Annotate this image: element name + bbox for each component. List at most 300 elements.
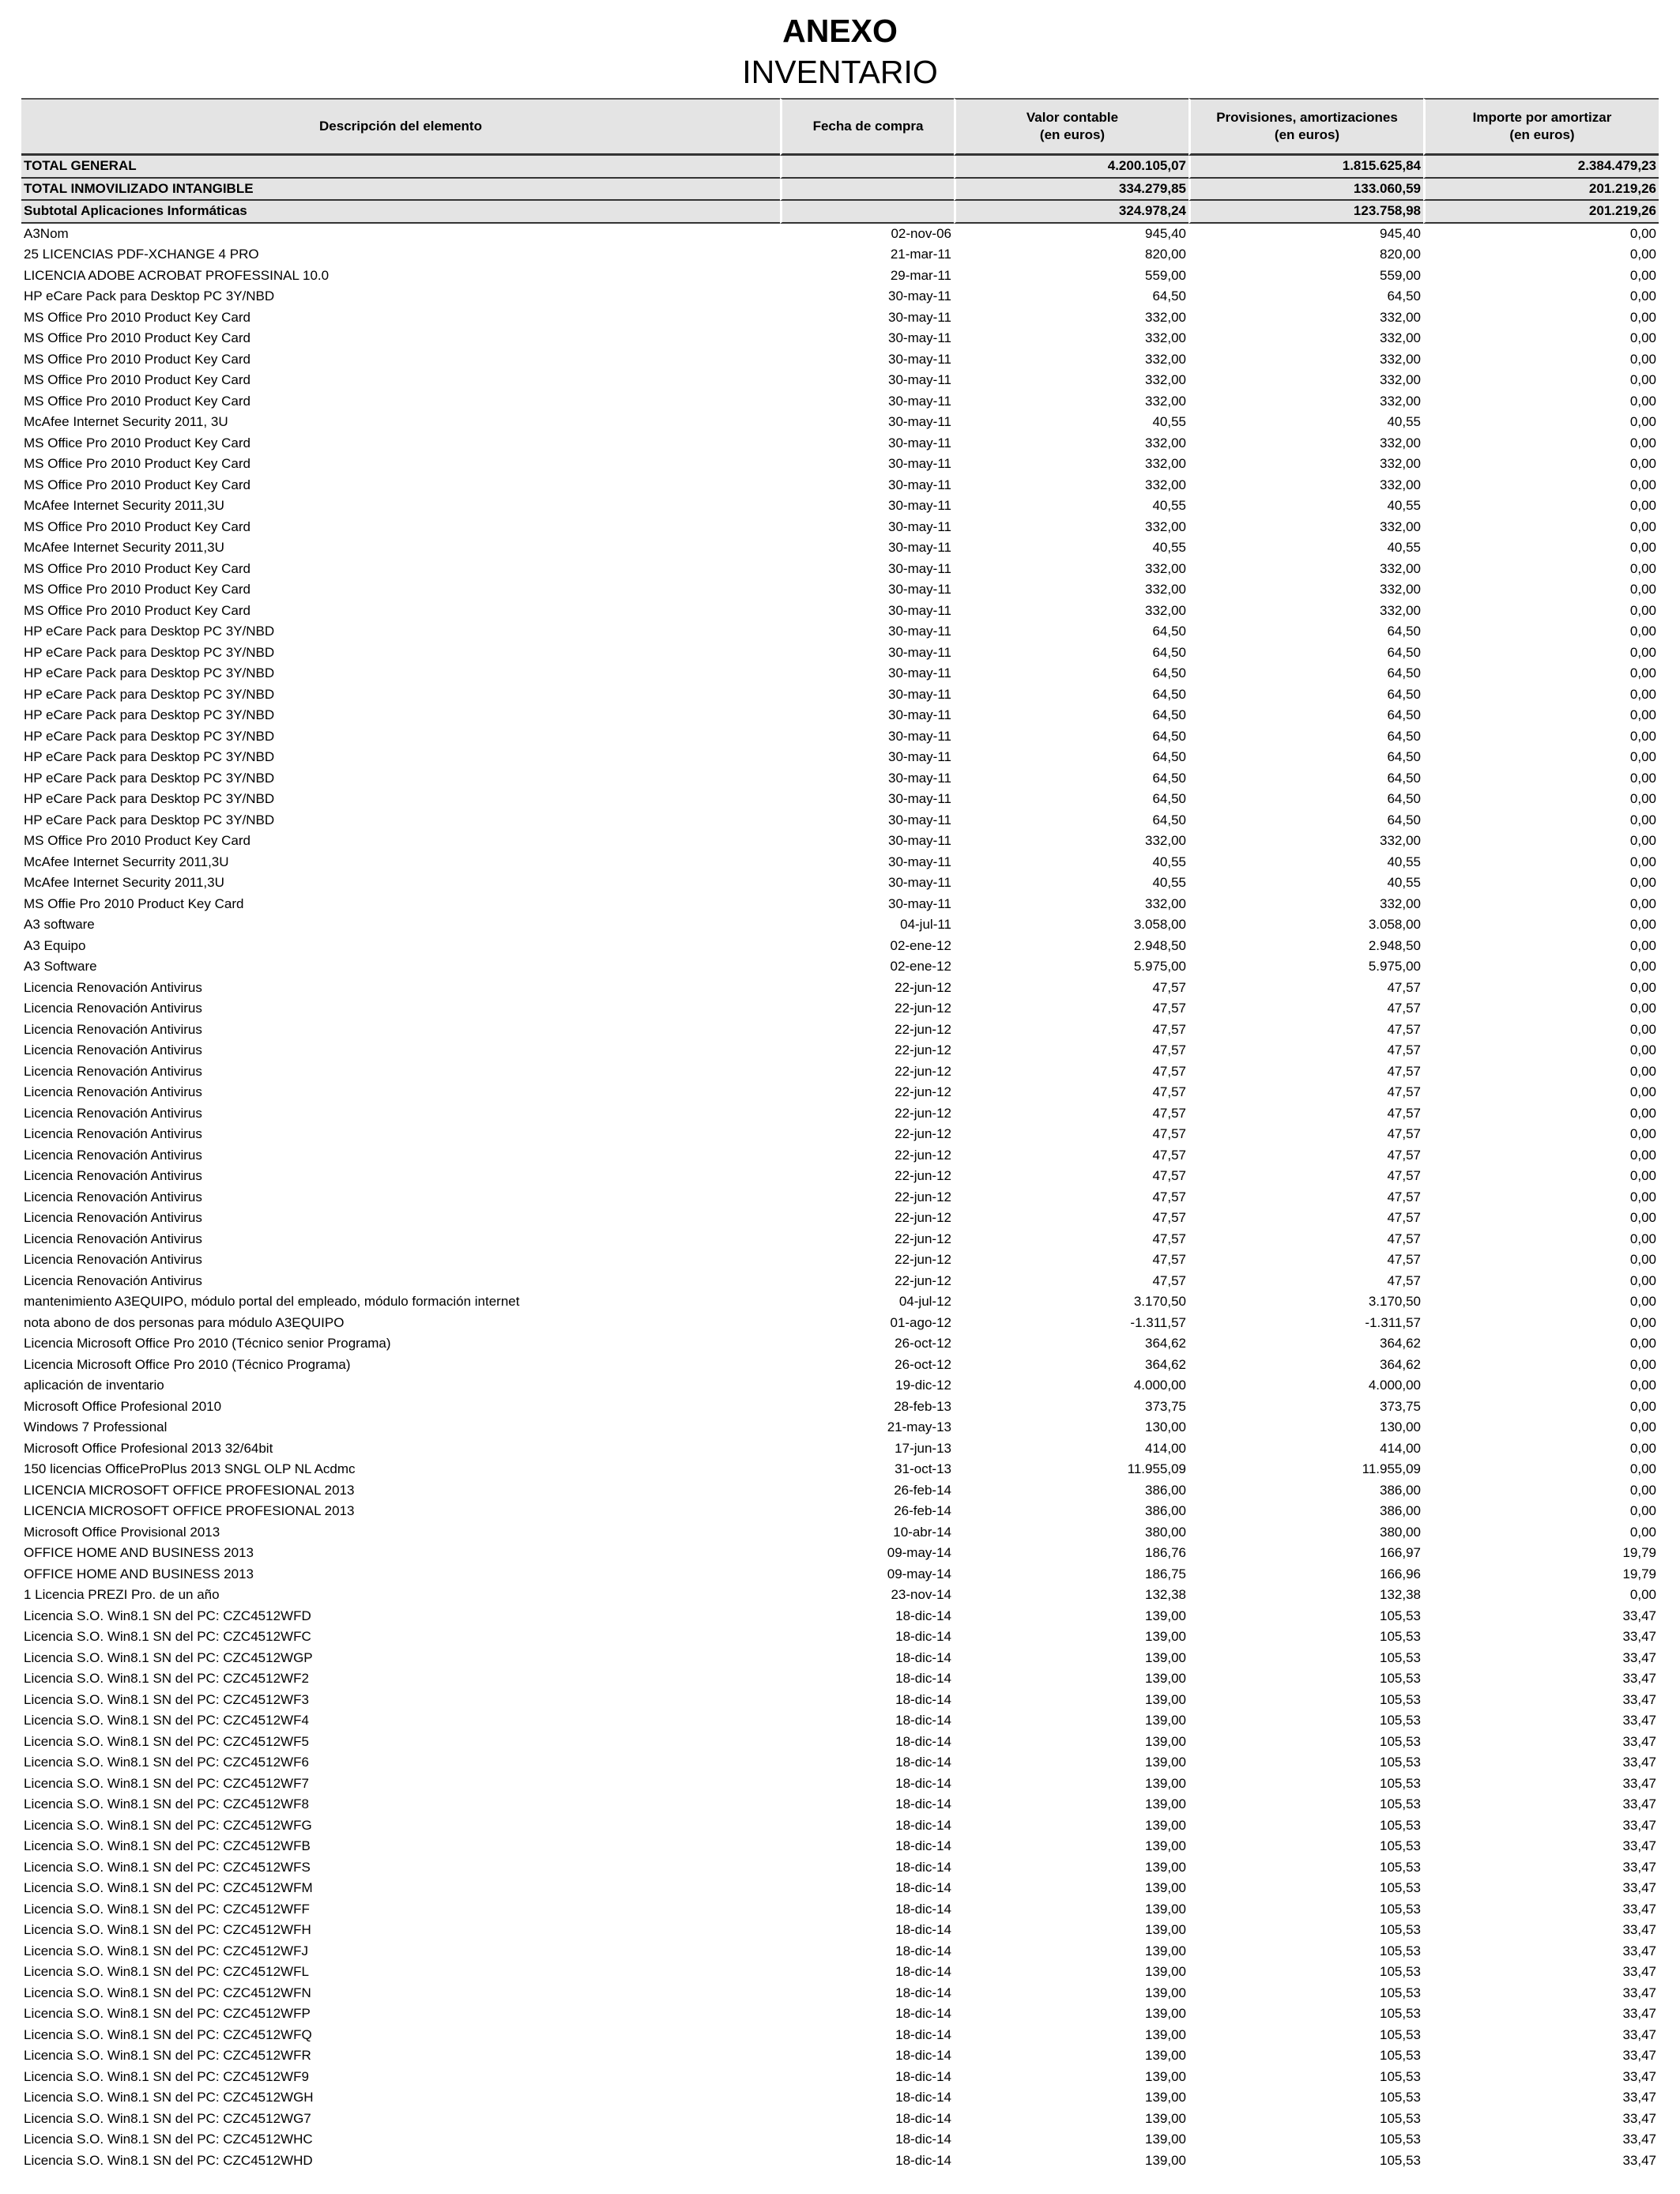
cell-purchase-date: 30-may-11 — [888, 602, 951, 618]
table-row — [21, 266, 1659, 287]
cell-provisions: 386,00 — [1380, 1482, 1421, 1498]
cell-provisions: 2.948,50 — [1368, 937, 1421, 953]
table-row — [21, 621, 1659, 643]
cell-pending-amount: 201.219,26 — [1423, 179, 1659, 202]
table-row — [21, 663, 1659, 684]
cell-purchase-date: 30-may-11 — [888, 477, 951, 492]
cell-book-value: 40,55 — [1152, 540, 1186, 555]
cell-pending-amount: 0,00 — [1629, 665, 1656, 680]
cell-description: Licencia S.O. Win8.1 SN del PC: CZC4512WFG — [24, 1817, 312, 1833]
cell-pending-amount: 0,00 — [1629, 560, 1656, 576]
table-row — [21, 1941, 1659, 1962]
cell-book-value: 64,50 — [1152, 624, 1186, 639]
cell-pending-amount: 0,00 — [1629, 1482, 1656, 1498]
cell-purchase-date: 18-dic-14 — [895, 2026, 951, 2042]
cell-description: OFFICE HOME AND BUSINESS 2013 — [24, 1566, 254, 1581]
cell-description: Licencia S.O. Win8.1 SN del PC: CZC4512WF6 — [24, 1755, 309, 1770]
header-label: Valor contable — [1026, 110, 1119, 125]
cell-pending-amount: 2.384.479,23 — [1423, 156, 1659, 179]
cell-pending-amount: 201.219,26 — [1423, 201, 1659, 224]
cell-purchase-date: 22-jun-12 — [895, 1001, 951, 1016]
cell-purchase-date: 22-jun-12 — [895, 1231, 951, 1246]
cell-description: Licencia Renovación Antivirus — [24, 1001, 202, 1016]
cell-pending-amount: 0,00 — [1629, 1398, 1656, 1414]
cell-description: MS Office Pro 2010 Product Key Card — [24, 351, 250, 367]
cell-book-value: 139,00 — [1145, 1629, 1186, 1644]
table-row — [21, 1983, 1659, 2004]
cell-pending-amount: 33,47 — [1622, 2026, 1656, 2042]
cell-purchase-date: 19-dic-12 — [895, 1378, 951, 1393]
cell-purchase-date: 18-dic-14 — [895, 1901, 951, 1917]
cell-pending-amount: 0,00 — [1629, 1021, 1656, 1037]
cell-pending-amount: 33,47 — [1622, 1691, 1656, 1707]
cell-provisions: 47,57 — [1387, 1063, 1421, 1079]
cell-book-value: 332,00 — [1145, 477, 1186, 492]
header-book-value — [954, 98, 1188, 156]
cell-pending-amount: 0,00 — [1629, 351, 1656, 367]
cell-book-value: 47,57 — [1152, 1021, 1186, 1037]
cell-provisions: 332,00 — [1380, 602, 1421, 618]
cell-purchase-date: 30-may-11 — [888, 582, 951, 597]
cell-purchase-date: 18-dic-14 — [895, 2152, 951, 2168]
cell-provisions: 1.815.625,84 — [1188, 156, 1423, 179]
cell-provisions: 40,55 — [1387, 540, 1421, 555]
cell-pending-amount: 0,00 — [1629, 1461, 1656, 1476]
cell-book-value: 364,62 — [1145, 1356, 1186, 1372]
cell-book-value: 139,00 — [1145, 1796, 1186, 1811]
cell-book-value: 4.200.105,07 — [954, 156, 1188, 179]
cell-purchase-date: 23-nov-14 — [891, 1587, 951, 1602]
table-row — [21, 2045, 1659, 2067]
cell-purchase-date: 18-dic-14 — [895, 1922, 951, 1937]
cell-description: Licencia S.O. Win8.1 SN del PC: CZC4512WFD — [24, 1608, 311, 1623]
cell-book-value: 414,00 — [1145, 1440, 1186, 1456]
cell-book-value: 139,00 — [1145, 2026, 1186, 2042]
cell-purchase-date: 18-dic-14 — [895, 1796, 951, 1811]
cell-pending-amount: 0,00 — [1629, 1210, 1656, 1225]
cell-provisions: 105,53 — [1380, 1985, 1421, 2000]
header-label: Importe por amortizar — [1472, 110, 1612, 125]
cell-description: Licencia S.O. Win8.1 SN del PC: CZC4512WF7 — [24, 1775, 309, 1791]
cell-description: mantenimiento A3EQUIPO, módulo portal del empleado, módulo formación internet — [24, 1294, 520, 1309]
cell-description: Licencia Renovación Antivirus — [24, 1147, 202, 1163]
cell-description: Licencia S.O. Win8.1 SN del PC: CZC4512WFH — [24, 1922, 311, 1937]
cell-purchase-date: 30-may-11 — [888, 309, 951, 325]
cell-book-value: 3.058,00 — [1133, 917, 1186, 932]
cell-provisions: 364,62 — [1380, 1356, 1421, 1372]
cell-pending-amount: 0,00 — [1629, 288, 1656, 303]
cell-provisions: 105,53 — [1380, 2132, 1421, 2147]
cell-provisions: 332,00 — [1380, 330, 1421, 345]
table-row — [21, 1291, 1659, 1313]
table-row — [21, 1229, 1659, 1250]
cell-purchase-date — [780, 179, 954, 202]
cell-provisions: 820,00 — [1380, 247, 1421, 262]
cell-description: McAfee Internet Security 2011, 3U — [24, 414, 228, 429]
document-subtitle: INVENTARIO — [742, 54, 938, 90]
header-row — [21, 98, 1659, 156]
cell-purchase-date: 30-may-11 — [888, 330, 951, 345]
cell-description: MS Office Pro 2010 Product Key Card — [24, 393, 250, 409]
cell-book-value: 64,50 — [1152, 749, 1186, 764]
table-row — [21, 873, 1659, 894]
cell-provisions: 133.060,59 — [1188, 179, 1423, 202]
cell-provisions: 105,53 — [1380, 1817, 1421, 1833]
cell-provisions: 105,53 — [1380, 1901, 1421, 1917]
table-row — [21, 1020, 1659, 1041]
cell-purchase-date: 30-may-11 — [888, 351, 951, 367]
table-row — [21, 1145, 1659, 1167]
cell-book-value: 64,50 — [1152, 665, 1186, 680]
cell-pending-amount: 33,47 — [1622, 1796, 1656, 1811]
table-row — [21, 537, 1659, 559]
cell-purchase-date: 22-jun-12 — [895, 1252, 951, 1267]
table-row — [21, 978, 1659, 999]
cell-provisions: 11.955,09 — [1362, 1461, 1421, 1476]
table-row — [21, 2109, 1659, 2130]
cell-description: Licencia S.O. Win8.1 SN del PC: CZC4512WF8 — [24, 1796, 309, 1811]
table-row — [21, 1271, 1659, 1292]
cell-book-value: 139,00 — [1145, 1649, 1186, 1665]
cell-description: McAfee Internet Security 2011,3U — [24, 498, 224, 513]
cell-purchase-date: 30-may-11 — [888, 665, 951, 680]
cell-provisions: 64,50 — [1387, 686, 1421, 702]
cell-book-value: 139,00 — [1145, 1880, 1186, 1895]
cell-pending-amount: 0,00 — [1629, 435, 1656, 450]
cell-purchase-date: 18-dic-14 — [895, 1649, 951, 1665]
cell-purchase-date: 09-may-14 — [887, 1545, 951, 1560]
cell-purchase-date: 22-jun-12 — [895, 1042, 951, 1057]
cell-purchase-date: 26-oct-12 — [895, 1356, 951, 1372]
cell-book-value: 332,00 — [1145, 456, 1186, 471]
cell-description: HP eCare Pack para Desktop PC 3Y/NBD — [24, 791, 275, 806]
cell-description: Licencia S.O. Win8.1 SN del PC: CZC4512WHC — [24, 2132, 313, 2147]
cell-book-value: 139,00 — [1145, 1733, 1186, 1749]
cell-book-value: 186,76 — [1145, 1545, 1186, 1560]
cell-purchase-date: 18-dic-14 — [895, 1880, 951, 1895]
cell-purchase-date: 22-jun-12 — [895, 1084, 951, 1099]
cell-description: Licencia Microsoft Office Pro 2010 (Técnico Programa) — [24, 1356, 351, 1372]
table-row — [21, 2004, 1659, 2025]
table-row — [21, 1459, 1659, 1480]
cell-description: Licencia S.O. Win8.1 SN del PC: CZC4512WFP — [24, 2006, 311, 2021]
cell-description: Licencia S.O. Win8.1 SN del PC: CZC4512WGP — [24, 1649, 313, 1665]
table-body — [21, 156, 1659, 2171]
cell-description: MS Office Pro 2010 Product Key Card — [24, 372, 250, 387]
cell-pending-amount: 0,00 — [1629, 1336, 1656, 1351]
cell-book-value: 40,55 — [1152, 414, 1186, 429]
table-row — [21, 1040, 1659, 1061]
cell-pending-amount: 0,00 — [1629, 1503, 1656, 1518]
cell-book-value: 186,75 — [1145, 1566, 1186, 1581]
cell-pending-amount: 0,00 — [1629, 1440, 1656, 1456]
cell-pending-amount: 0,00 — [1629, 749, 1656, 764]
table-row — [21, 2129, 1659, 2151]
cell-description: Licencia Renovación Antivirus — [24, 1021, 202, 1037]
cell-purchase-date: 18-dic-14 — [895, 2068, 951, 2084]
cell-purchase-date: 18-dic-14 — [895, 1755, 951, 1770]
cell-pending-amount: 33,47 — [1622, 1985, 1656, 2000]
cell-description: LICENCIA ADOBE ACROBAT PROFESSINAL 10.0 — [24, 267, 330, 283]
header-label: (en euros) — [1509, 127, 1575, 142]
cell-book-value: 386,00 — [1145, 1482, 1186, 1498]
cell-book-value: 47,57 — [1152, 1042, 1186, 1057]
cell-pending-amount: 0,00 — [1629, 456, 1656, 471]
cell-book-value: 139,00 — [1145, 1964, 1186, 1979]
table-row — [21, 454, 1659, 475]
cell-provisions: 332,00 — [1380, 477, 1421, 492]
cell-purchase-date: 29-mar-11 — [890, 267, 951, 283]
table-row — [21, 2151, 1659, 2172]
inventory-table — [21, 98, 1659, 2171]
cell-pending-amount: 0,00 — [1629, 728, 1656, 744]
cell-purchase-date: 18-dic-14 — [895, 1775, 951, 1791]
cell-provisions: 380,00 — [1380, 1524, 1421, 1540]
cell-description: MS Office Pro 2010 Product Key Card — [24, 477, 250, 492]
cell-purchase-date: 01-ago-12 — [890, 1314, 951, 1330]
table-row — [21, 1166, 1659, 1187]
cell-description: Licencia Renovación Antivirus — [24, 1231, 202, 1246]
cell-description: Microsoft Office Profesional 2013 32/64bit — [24, 1440, 273, 1456]
table-row — [21, 2067, 1659, 2088]
cell-pending-amount: 0,00 — [1629, 1042, 1656, 1057]
cell-provisions: 64,50 — [1387, 749, 1421, 764]
cell-book-value: 64,50 — [1152, 812, 1186, 827]
cell-pending-amount: 33,47 — [1622, 1775, 1656, 1791]
cell-book-value: 324.978,24 — [954, 201, 1188, 224]
cell-book-value: 64,50 — [1152, 707, 1186, 722]
cell-book-value: 64,50 — [1152, 791, 1186, 806]
cell-provisions: 105,53 — [1380, 1608, 1421, 1623]
cell-pending-amount: 0,00 — [1629, 582, 1656, 597]
table-row — [21, 643, 1659, 664]
header-label: Provisiones, amortizaciones — [1216, 110, 1398, 125]
table-row — [21, 956, 1659, 978]
cell-provisions: 105,53 — [1380, 1943, 1421, 1958]
cell-pending-amount: 33,47 — [1622, 1608, 1656, 1623]
cell-provisions: 47,57 — [1387, 1231, 1421, 1246]
cell-book-value: 47,57 — [1152, 1084, 1186, 1099]
cell-purchase-date: 22-jun-12 — [895, 1105, 951, 1121]
cell-pending-amount: 33,47 — [1622, 1649, 1656, 1665]
cell-provisions: 40,55 — [1387, 498, 1421, 513]
cell-purchase-date: 02-nov-06 — [891, 225, 951, 241]
cell-book-value: 332,00 — [1145, 330, 1186, 345]
table-row — [21, 601, 1659, 622]
table-row — [21, 1648, 1659, 1669]
table-row — [21, 1732, 1659, 1753]
cell-description: LICENCIA MICROSOFT OFFICE PROFESIONAL 2013 — [24, 1482, 355, 1498]
cell-provisions: 105,53 — [1380, 1691, 1421, 1707]
cell-purchase-date: 22-jun-12 — [895, 1168, 951, 1183]
cell-description: Subtotal Aplicaciones Informáticas — [21, 201, 780, 224]
cell-provisions: 3.058,00 — [1368, 917, 1421, 932]
cell-provisions: 105,53 — [1380, 1629, 1421, 1644]
table-row — [21, 1752, 1659, 1774]
cell-provisions: 64,50 — [1387, 644, 1421, 660]
cell-provisions: 332,00 — [1380, 372, 1421, 387]
cell-purchase-date: 30-may-11 — [888, 791, 951, 806]
cell-book-value: 130,00 — [1145, 1419, 1186, 1434]
cell-purchase-date — [780, 156, 954, 179]
cell-purchase-date: 30-may-11 — [888, 707, 951, 722]
cell-description: Licencia S.O. Win8.1 SN del PC: CZC4512WF3 — [24, 1691, 309, 1707]
cell-pending-amount: 0,00 — [1629, 1524, 1656, 1540]
cell-provisions: 332,00 — [1380, 309, 1421, 325]
cell-purchase-date: 10-abr-14 — [893, 1524, 951, 1540]
cell-purchase-date: 30-may-11 — [888, 624, 951, 639]
cell-description: HP eCare Pack para Desktop PC 3Y/NBD — [24, 288, 275, 303]
cell-pending-amount: 33,47 — [1622, 2090, 1656, 2105]
cell-book-value: 5.975,00 — [1133, 959, 1186, 974]
header-label: (en euros) — [1274, 127, 1340, 142]
cell-purchase-date: 26-oct-12 — [895, 1336, 951, 1351]
cell-provisions: 332,00 — [1380, 518, 1421, 534]
table-row — [21, 1208, 1659, 1229]
cell-purchase-date: 30-may-11 — [888, 728, 951, 744]
cell-description: HP eCare Pack para Desktop PC 3Y/NBD — [24, 707, 275, 722]
cell-purchase-date: 22-jun-12 — [895, 979, 951, 995]
cell-description: 1 Licencia PREZI Pro. de un año — [24, 1587, 220, 1602]
cell-purchase-date: 18-dic-14 — [895, 1713, 951, 1728]
cell-purchase-date: 30-may-11 — [888, 770, 951, 786]
cell-purchase-date: 22-jun-12 — [895, 1021, 951, 1037]
cell-pending-amount: 0,00 — [1629, 372, 1656, 387]
cell-book-value: 139,00 — [1145, 1755, 1186, 1770]
cell-description: Licencia Renovación Antivirus — [24, 1084, 202, 1099]
cell-provisions: 559,00 — [1380, 267, 1421, 283]
cell-description: Licencia Microsoft Office Pro 2010 (Técnico senior Programa) — [24, 1336, 391, 1351]
cell-pending-amount: 0,00 — [1629, 393, 1656, 409]
table-row — [21, 1522, 1659, 1544]
table-row — [21, 1627, 1659, 1648]
cell-book-value: 47,57 — [1152, 1063, 1186, 1079]
cell-book-value: 132,38 — [1145, 1587, 1186, 1602]
cell-purchase-date: 30-may-11 — [888, 895, 951, 911]
cell-description: Licencia S.O. Win8.1 SN del PC: CZC4512WFS — [24, 1859, 311, 1875]
cell-book-value: 139,00 — [1145, 1985, 1186, 2000]
cell-provisions: 373,75 — [1380, 1398, 1421, 1414]
cell-provisions: 64,50 — [1387, 665, 1421, 680]
cell-pending-amount: 0,00 — [1629, 1001, 1656, 1016]
cell-pending-amount: 0,00 — [1629, 1189, 1656, 1204]
cell-pending-amount: 0,00 — [1629, 1147, 1656, 1163]
cell-provisions: 332,00 — [1380, 582, 1421, 597]
cell-description: Licencia S.O. Win8.1 SN del PC: CZC4512WF5 — [24, 1733, 309, 1749]
cell-pending-amount: 0,00 — [1629, 1272, 1656, 1288]
cell-pending-amount: 33,47 — [1622, 1964, 1656, 1979]
cell-provisions: 64,50 — [1387, 812, 1421, 827]
cell-purchase-date: 18-dic-14 — [895, 1943, 951, 1958]
cell-provisions: 105,53 — [1380, 1964, 1421, 1979]
cell-book-value: 139,00 — [1145, 2048, 1186, 2063]
cell-provisions: 47,57 — [1387, 1252, 1421, 1267]
table-row — [21, 1564, 1659, 1585]
cell-book-value: 2.948,50 — [1133, 937, 1186, 953]
cell-pending-amount: 33,47 — [1622, 1713, 1656, 1728]
cell-description: A3 software — [24, 917, 95, 932]
cell-pending-amount: 0,00 — [1629, 518, 1656, 534]
cell-provisions: 105,53 — [1380, 1755, 1421, 1770]
cell-pending-amount: 33,47 — [1622, 1880, 1656, 1895]
cell-purchase-date: 30-may-11 — [888, 833, 951, 848]
cell-purchase-date: 18-dic-14 — [895, 2006, 951, 2021]
cell-purchase-date: 02-ene-12 — [890, 937, 951, 953]
cell-description: Licencia S.O. Win8.1 SN del PC: CZC4512WF2 — [24, 1671, 309, 1686]
cell-pending-amount: 33,47 — [1622, 2110, 1656, 2126]
table-header — [21, 98, 1659, 156]
cell-provisions: 105,53 — [1380, 2026, 1421, 2042]
cell-purchase-date: 02-ene-12 — [890, 959, 951, 974]
cell-description: Licencia S.O. Win8.1 SN del PC: CZC4512WFR — [24, 2048, 311, 2063]
cell-pending-amount: 0,00 — [1629, 1084, 1656, 1099]
cell-purchase-date: 18-dic-14 — [895, 1733, 951, 1749]
cell-provisions: 105,53 — [1380, 1922, 1421, 1937]
cell-book-value: 47,57 — [1152, 1147, 1186, 1163]
cell-pending-amount: 0,00 — [1629, 330, 1656, 345]
cell-pending-amount: 0,00 — [1629, 1252, 1656, 1267]
cell-book-value: 332,00 — [1145, 309, 1186, 325]
cell-provisions: 47,57 — [1387, 1126, 1421, 1141]
cell-description: Licencia S.O. Win8.1 SN del PC: CZC4512WG7 — [24, 2110, 311, 2126]
cell-purchase-date: 30-may-11 — [888, 288, 951, 303]
cell-book-value: 64,50 — [1152, 686, 1186, 702]
cell-description: MS Offie Pro 2010 Product Key Card — [24, 895, 244, 911]
cell-purchase-date: 30-may-11 — [888, 854, 951, 869]
cell-provisions: 105,53 — [1380, 1775, 1421, 1791]
cell-purchase-date: 21-mar-11 — [890, 247, 951, 262]
cell-provisions: 40,55 — [1387, 875, 1421, 890]
cell-provisions: 47,57 — [1387, 1272, 1421, 1288]
cell-purchase-date: 22-jun-12 — [895, 1272, 951, 1288]
cell-description: Licencia Renovación Antivirus — [24, 1272, 202, 1288]
cell-book-value: 332,00 — [1145, 833, 1186, 848]
table-row — [21, 684, 1659, 706]
cell-purchase-date: 22-jun-12 — [895, 1189, 951, 1204]
table-row — [21, 1962, 1659, 1983]
cell-description: HP eCare Pack para Desktop PC 3Y/NBD — [24, 812, 275, 827]
table-row — [21, 1794, 1659, 1815]
total-row — [21, 156, 1659, 179]
cell-pending-amount: 0,00 — [1629, 1378, 1656, 1393]
cell-provisions: 47,57 — [1387, 1021, 1421, 1037]
cell-book-value: 64,50 — [1152, 644, 1186, 660]
table-row — [21, 1187, 1659, 1208]
cell-description: HP eCare Pack para Desktop PC 3Y/NBD — [24, 665, 275, 680]
table-row — [21, 1375, 1659, 1397]
cell-provisions: 166,96 — [1380, 1566, 1421, 1581]
cell-description: HP eCare Pack para Desktop PC 3Y/NBD — [24, 749, 275, 764]
cell-provisions: 5.975,00 — [1368, 959, 1421, 974]
table-row — [21, 914, 1659, 936]
table-row — [21, 1333, 1659, 1355]
cell-pending-amount: 0,00 — [1629, 707, 1656, 722]
cell-description: HP eCare Pack para Desktop PC 3Y/NBD — [24, 644, 275, 660]
cell-description: Licencia S.O. Win8.1 SN del PC: CZC4512WFJ — [24, 1943, 308, 1958]
cell-book-value: 47,57 — [1152, 1001, 1186, 1016]
cell-provisions: 105,53 — [1380, 2068, 1421, 2084]
cell-purchase-date: 26-feb-14 — [894, 1482, 951, 1498]
header-label: Fecha de compra — [812, 119, 924, 134]
cell-provisions: 47,57 — [1387, 979, 1421, 995]
cell-purchase-date: 18-dic-14 — [895, 2132, 951, 2147]
cell-purchase-date: 26-feb-14 — [894, 1503, 951, 1518]
cell-book-value: 40,55 — [1152, 875, 1186, 890]
header-pending-amount — [1423, 98, 1659, 156]
cell-description: Licencia S.O. Win8.1 SN del PC: CZC4512WFM — [24, 1880, 313, 1895]
cell-purchase-date: 30-may-11 — [888, 456, 951, 471]
cell-book-value: 139,00 — [1145, 1817, 1186, 1833]
